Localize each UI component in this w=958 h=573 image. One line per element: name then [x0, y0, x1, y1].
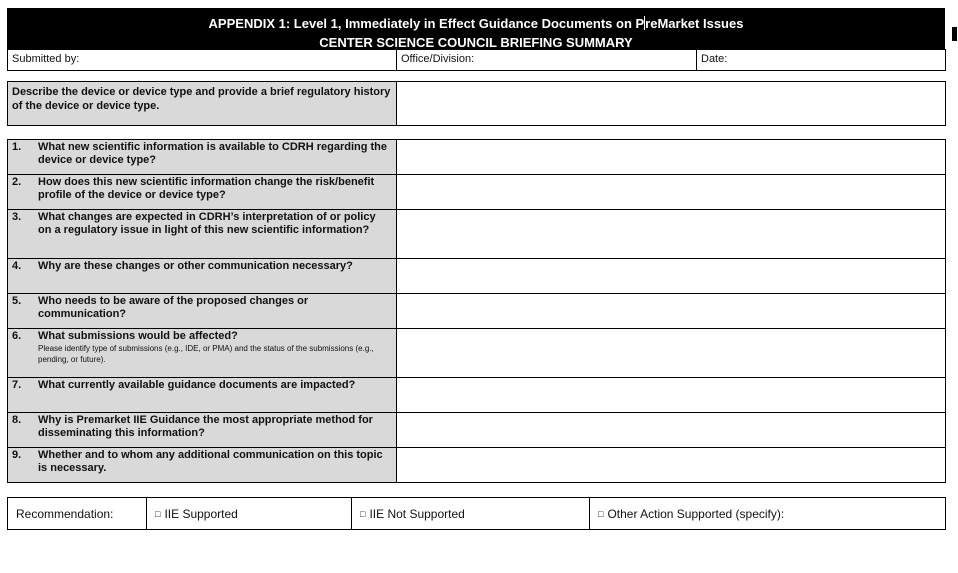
question-answer[interactable] — [397, 448, 946, 483]
question-label — [8, 448, 397, 483]
question-label — [8, 140, 397, 175]
question-number: 4. — [12, 260, 22, 272]
question-text-block — [38, 176, 392, 202]
question-wrapper — [12, 379, 392, 392]
question-wrapper — [12, 414, 392, 440]
header-title-part2: reMarket Issues — [645, 16, 744, 31]
question-row — [8, 448, 946, 483]
question-number: 2. — [12, 176, 22, 188]
question-number: 3. — [12, 211, 22, 223]
question-row — [8, 329, 946, 378]
option-other-action-label: Other Action Supported (specify): — [607, 506, 785, 521]
question-answer[interactable] — [397, 294, 946, 329]
question-row — [8, 294, 946, 329]
question-answer[interactable] — [397, 413, 946, 448]
question-row — [8, 259, 946, 294]
question-number: 1. — [12, 141, 22, 153]
question-answer[interactable] — [397, 210, 946, 259]
question-text-block — [38, 295, 392, 321]
checkbox-icon[interactable]: □ — [360, 508, 366, 519]
question-text-block — [38, 379, 392, 392]
question-text: Who needs to be aware of the proposed changes or communication? — [38, 295, 309, 320]
question-text: How does this new scientific information change the risk/benefit profile of the device or device type? — [38, 176, 375, 201]
header-title-part1: APPENDIX 1: Level 1, Immediately in Effect Guidance Documents on P — [208, 16, 645, 31]
question-answer[interactable] — [397, 140, 946, 175]
question-text: Why are these changes or other communication necessary? — [38, 260, 353, 272]
question-text: What changes are expected in CDRH’s interpretation of or policy on a regulatory issue in light of this new scientific information? — [38, 211, 376, 236]
question-wrapper — [12, 176, 392, 202]
recommendation-label: Recommendation: — [8, 498, 147, 530]
question-label — [8, 329, 397, 378]
question-number: 6. — [12, 330, 22, 342]
question-wrapper — [12, 211, 392, 237]
describe-device-label: Describe the device or device type and provide a brief regulatory history of the device or device type. — [8, 82, 397, 126]
submitted-by-table — [7, 49, 946, 71]
submitted-by-field[interactable] — [8, 50, 397, 71]
recommendation-table — [7, 497, 946, 530]
option-iie-not-supported-label: IIE Not Supported — [369, 506, 465, 521]
option-iie-supported-label: IIE Supported — [164, 506, 238, 521]
describe-device-answer[interactable] — [397, 82, 946, 126]
option-iie-supported[interactable] — [147, 498, 352, 530]
briefing-summary-form — [7, 8, 945, 530]
question-text: What new scientific information is available to CDRH regarding the device or device type? — [38, 141, 387, 166]
question-text: What submissions would be affected? — [38, 330, 238, 342]
question-row — [8, 378, 946, 413]
questions-table — [7, 139, 946, 483]
submitted-by-label: Submitted by: — [12, 53, 80, 65]
question-wrapper — [12, 141, 392, 167]
question-answer[interactable] — [397, 329, 946, 378]
question-answer[interactable] — [397, 378, 946, 413]
question-label — [8, 259, 397, 294]
checkbox-icon[interactable]: □ — [155, 508, 161, 519]
describe-device-table — [7, 81, 946, 126]
question-row — [8, 140, 946, 175]
question-wrapper — [12, 295, 392, 321]
question-label — [8, 210, 397, 259]
recommendation-row — [8, 498, 946, 530]
question-text-block — [38, 330, 392, 365]
question-label — [8, 378, 397, 413]
question-wrapper — [12, 330, 392, 365]
question-text-block — [38, 211, 392, 237]
checkbox-icon[interactable]: □ — [598, 508, 604, 519]
question-number: 5. — [12, 295, 22, 307]
date-field[interactable] — [697, 50, 946, 71]
option-other-action[interactable] — [590, 498, 946, 530]
page-edge-marker — [952, 27, 957, 41]
describe-device-row — [8, 82, 946, 126]
header-title-line1 — [8, 14, 944, 33]
submitted-row — [8, 50, 946, 71]
form-header — [7, 8, 945, 49]
question-label — [8, 175, 397, 210]
office-division-label: Office/Division: — [401, 53, 475, 65]
question-wrapper — [12, 260, 392, 273]
question-answer[interactable] — [397, 259, 946, 294]
question-number: 7. — [12, 379, 22, 391]
question-text-block — [38, 141, 392, 167]
question-text-block — [38, 414, 392, 440]
question-answer[interactable] — [397, 175, 946, 210]
question-text-block — [38, 449, 392, 475]
question-note: Please identify type of submissions (e.g., IDE, or PMA) and the status of the submissions (e.g., pending, or future). — [38, 344, 374, 364]
question-wrapper — [12, 449, 392, 475]
header-title-line2: CENTER SCIENCE COUNCIL BRIEFING SUMMARY — [319, 35, 633, 50]
question-text: Whether and to whom any additional communication on this topic is necessary. — [38, 449, 383, 474]
question-text: Why is Premarket IIE Guidance the most appropriate method for disseminating this information? — [38, 414, 373, 439]
question-row — [8, 413, 946, 448]
question-row — [8, 210, 946, 259]
option-iie-not-supported[interactable] — [352, 498, 590, 530]
question-label — [8, 413, 397, 448]
question-row — [8, 175, 946, 210]
question-label — [8, 294, 397, 329]
question-number: 9. — [12, 449, 22, 461]
date-label: Date: — [701, 53, 728, 65]
question-text-block — [38, 260, 392, 273]
question-text: What currently available guidance documents are impacted? — [38, 379, 356, 391]
office-division-field[interactable] — [397, 50, 697, 71]
question-number: 8. — [12, 414, 22, 426]
